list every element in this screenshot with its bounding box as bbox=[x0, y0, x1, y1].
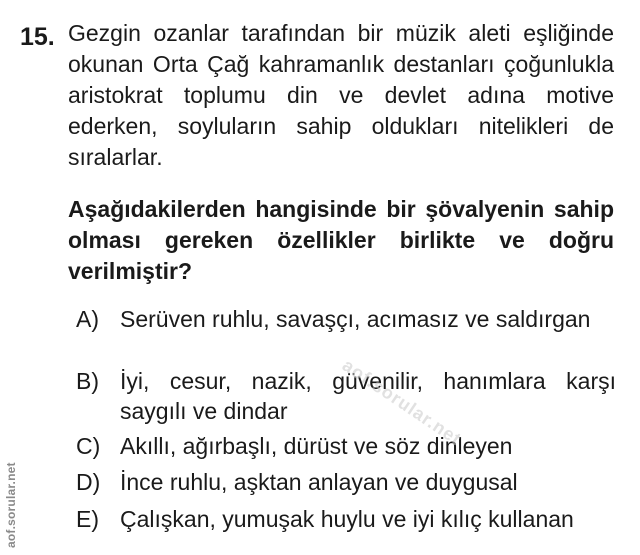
option-a-letter: A) bbox=[76, 306, 99, 332]
question-stem: Gezgin ozanlar tarafından bir müzik aleti eşliğinde okunan Orta Çağ kahramanlık destanları çoğunlukla aristokrat toplumu din ve devlet adına motive ederken, soyluların sahip oldukları nitelikleri de sıralarlar. bbox=[68, 20, 614, 170]
diagonal-watermark: aof.sorular.net bbox=[338, 355, 466, 450]
option-d-letter: D) bbox=[76, 469, 101, 495]
side-watermark: aof.sorular.net bbox=[4, 462, 18, 548]
option-e-text: Çalışkan, yumuşak huylu ve iyi kılıç kullanan bbox=[120, 506, 574, 532]
option-c-text: Akıllı, ağırbaşlı, dürüst ve söz dinleyen bbox=[120, 433, 513, 459]
option-d[interactable] bbox=[76, 467, 616, 497]
question-number: 15. bbox=[20, 23, 55, 51]
question-prompt: Aşağıdakilerden hangisinde bir şövalyenin sahip olması gereken özellikler birlikte ve doğru verilmiştir? bbox=[68, 196, 614, 284]
option-a[interactable] bbox=[76, 304, 616, 334]
option-e[interactable] bbox=[76, 504, 616, 534]
option-e-letter: E) bbox=[76, 506, 99, 532]
option-a-text: Serüven ruhlu, savaşçı, acımasız ve saldırgan bbox=[120, 306, 591, 332]
option-c[interactable] bbox=[76, 431, 616, 461]
option-c-letter: C) bbox=[76, 433, 101, 459]
option-d-text: İnce ruhlu, aşktan anlayan ve duygusal bbox=[120, 469, 518, 495]
option-b-letter: B) bbox=[76, 368, 99, 394]
option-b-text: İyi, cesur, nazik, güvenilir, hanımlara karşı saygılı ve dindar bbox=[120, 368, 616, 424]
